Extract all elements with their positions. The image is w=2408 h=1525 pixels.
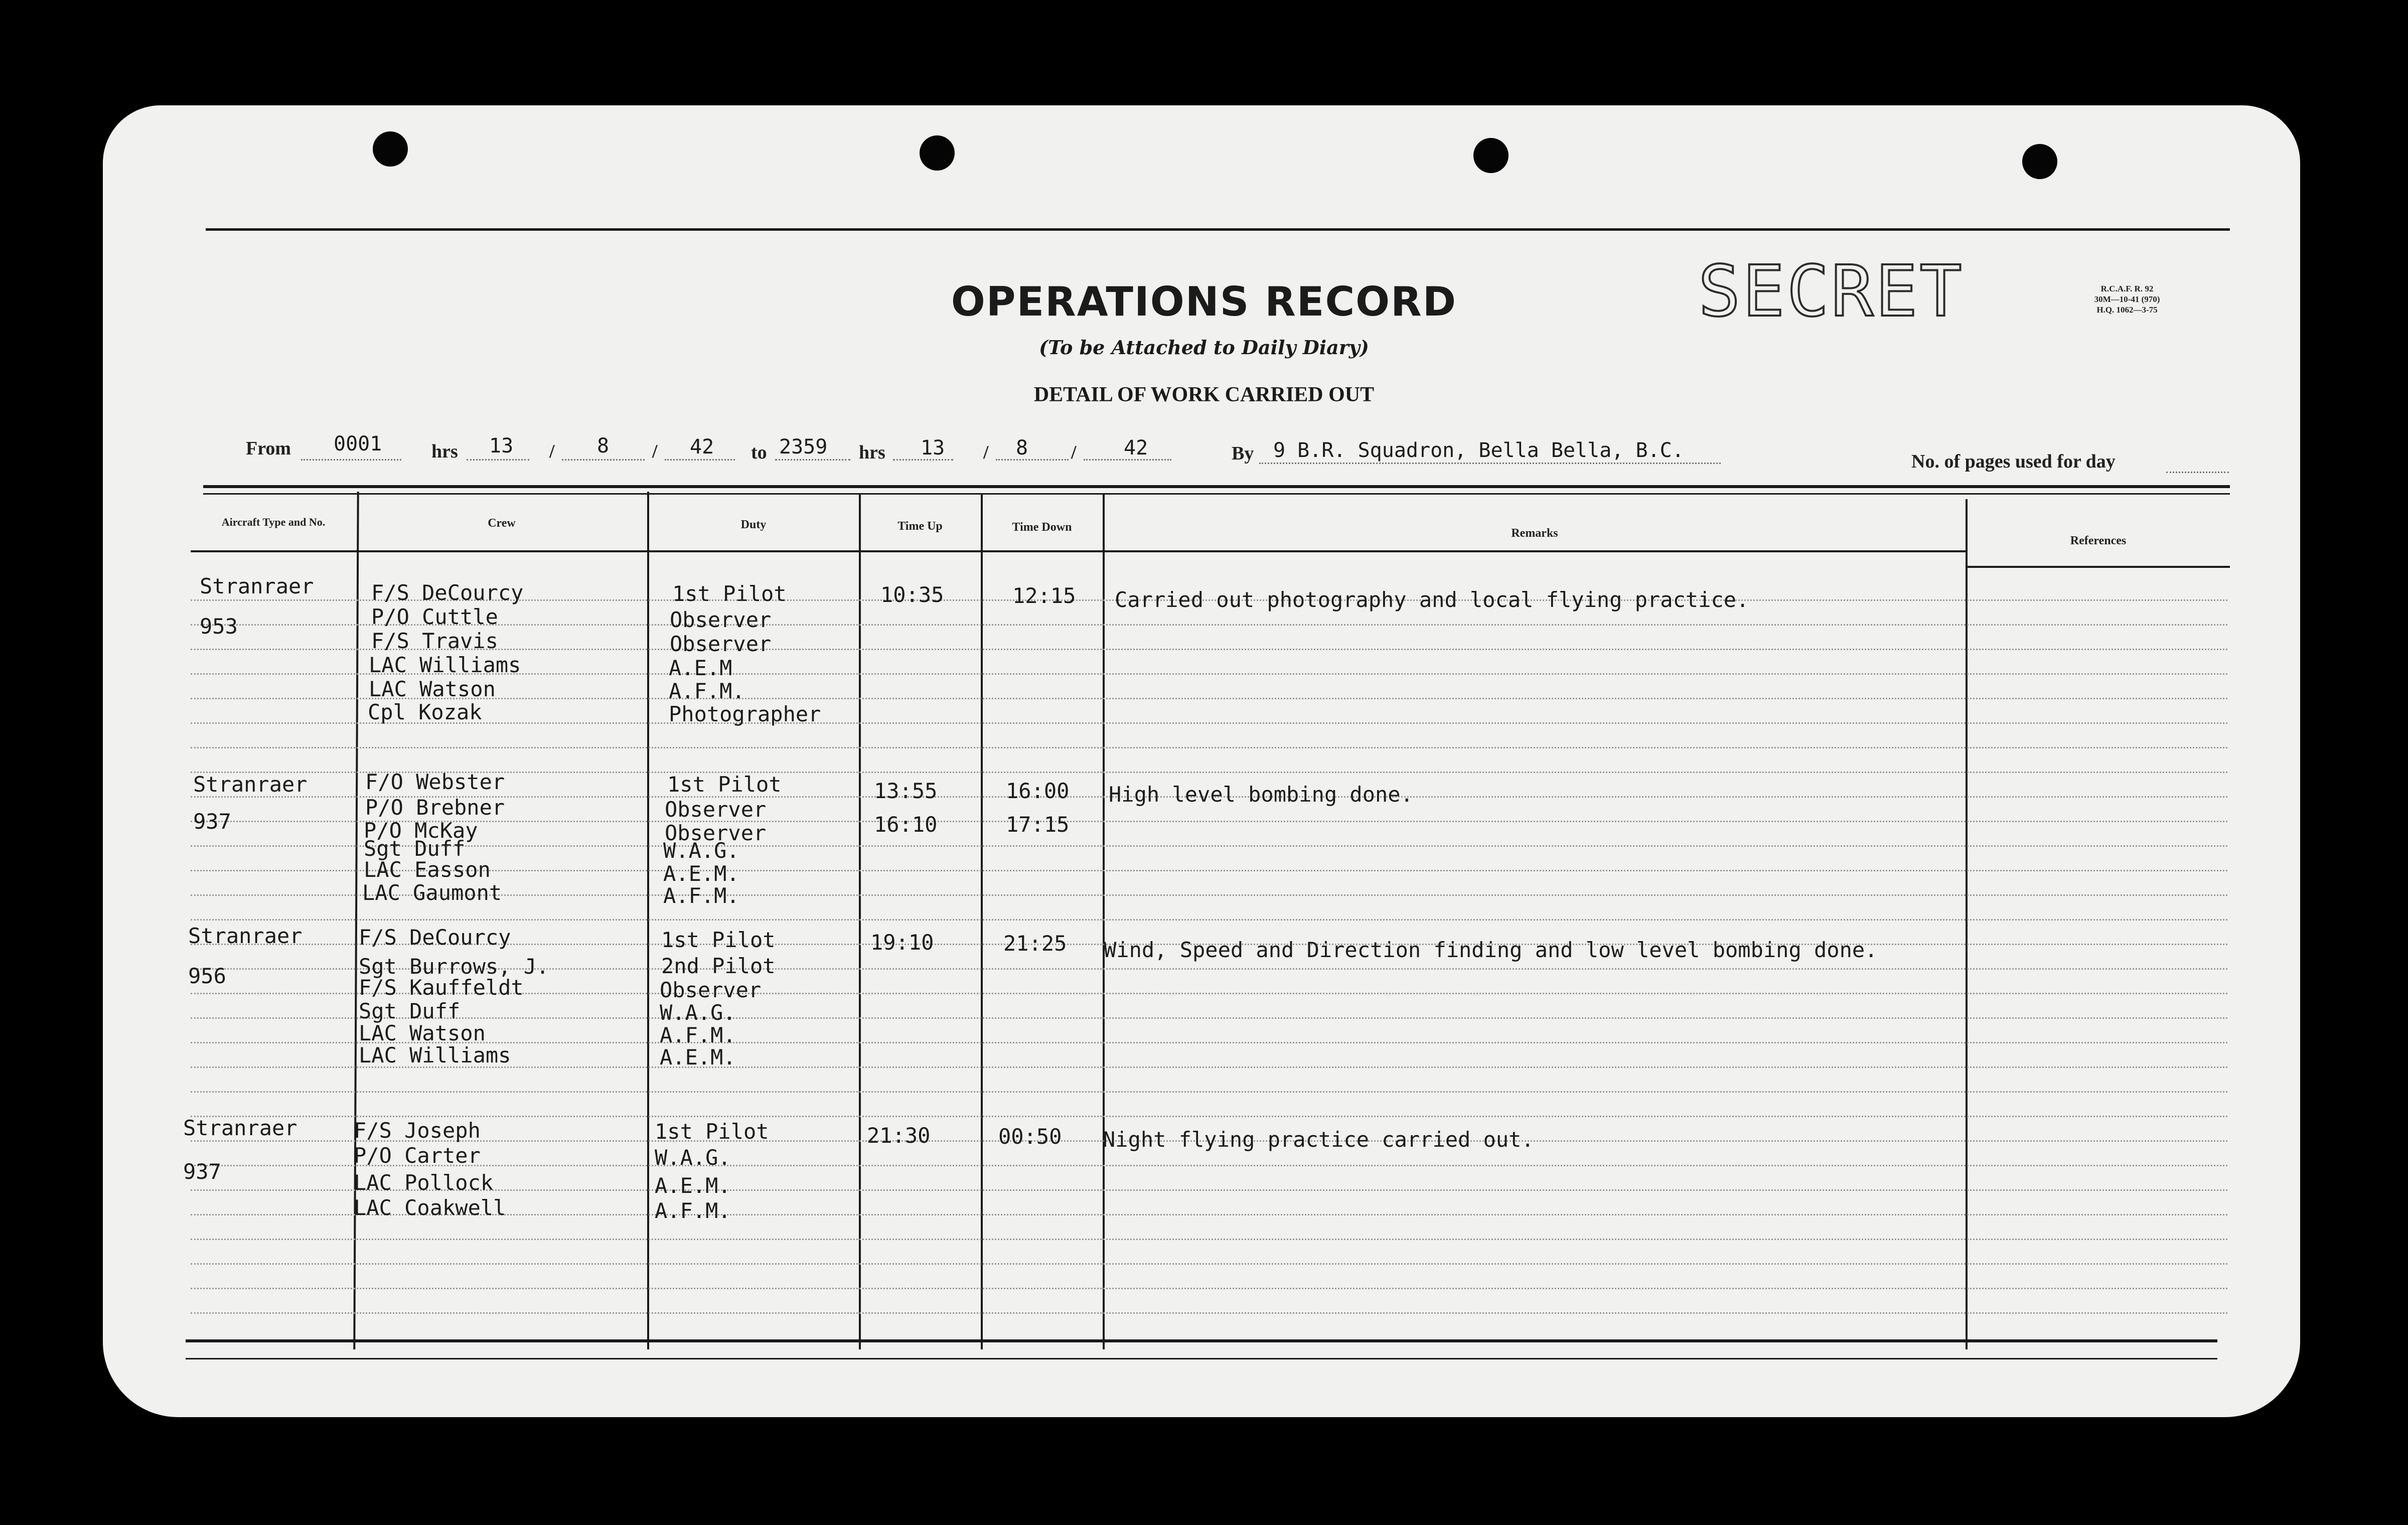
time-up: 13:55	[874, 779, 938, 803]
time-down: 00:50	[998, 1124, 1062, 1149]
duty: W.A.G.	[655, 1145, 731, 1170]
duty: Observer	[665, 821, 767, 845]
duty: Observer	[665, 797, 767, 822]
time-up: 16:10	[874, 812, 938, 837]
duty: A.E.M	[669, 656, 732, 680]
to-label: to	[751, 442, 767, 463]
crew-member: Cpl Kozak	[368, 700, 482, 724]
hrs-label: hrs	[431, 441, 458, 462]
table-top-rule	[203, 485, 2230, 488]
punch-hole	[920, 135, 955, 171]
ruled-line	[191, 870, 2227, 871]
ruled-line	[191, 747, 2227, 748]
duty: A.F.M.	[660, 1023, 736, 1047]
col-header-aircraft: Aircraft Type and No.	[221, 516, 326, 528]
remarks: Carried out photography and local flying practice.	[1115, 587, 1749, 612]
crew-member: F/S Joseph	[354, 1118, 481, 1143]
aircraft-no: 937	[183, 1159, 221, 1184]
pages-label: No. of pages used for day	[1911, 451, 2116, 472]
to-year: 42	[1124, 436, 1148, 460]
header-underline	[191, 550, 1967, 552]
punch-hole	[373, 131, 408, 167]
duty: 1st Pilot	[655, 1119, 769, 1144]
to-month: 8	[1016, 436, 1028, 460]
ruled-line	[191, 722, 2227, 724]
col-divider	[647, 492, 649, 1349]
aircraft-no: 937	[193, 809, 231, 834]
to-hrs: 2359	[779, 435, 828, 459]
aircraft-type: Stranraer	[183, 1116, 297, 1140]
crew-member: P/O McKay	[364, 818, 478, 843]
duty: 2nd Pilot	[661, 954, 776, 978]
ruled-line	[191, 1091, 2227, 1093]
duty: 1st Pilot	[667, 772, 782, 797]
remarks: Wind, Speed and Direction finding and low level bombing done.	[1104, 938, 1878, 962]
crew-member: P/O Cuttle	[371, 604, 498, 629]
col-divider	[859, 494, 861, 1349]
time-down: 17:15	[1006, 812, 1070, 837]
crew-member: Sgt Duff	[359, 999, 461, 1023]
crew-member: P/O Brebner	[365, 795, 505, 820]
crew-member: LAC Williams	[369, 653, 521, 677]
ruled-line	[191, 1189, 2227, 1191]
crew-member: F/O Webster	[365, 770, 505, 794]
col-header-time-down: Time Down	[1012, 521, 1072, 534]
duty: A.F.M.	[669, 679, 745, 703]
from-day: 13	[489, 434, 514, 458]
duty: A.E.M.	[655, 1173, 731, 1198]
ruled-line	[191, 698, 2227, 699]
time-down: 16:00	[1006, 779, 1070, 803]
duty: 1st Pilot	[661, 928, 776, 952]
punch-hole	[1473, 138, 1509, 173]
crew-member: LAC Pollock	[354, 1170, 494, 1195]
col-header-time-up: Time Up	[897, 520, 943, 533]
from-year: 42	[690, 435, 714, 459]
references-underline	[1967, 566, 2230, 568]
col-divider	[1103, 494, 1105, 1349]
ruled-line	[191, 821, 2227, 822]
top-rule	[206, 228, 2230, 231]
crew-member: F/S Kauffeldt	[359, 975, 524, 1000]
col-divider	[1966, 499, 1968, 1349]
crew-member: F/S DeCourcy	[359, 925, 511, 950]
aircraft-no: 956	[188, 964, 226, 988]
duty: A.E.M.	[663, 861, 739, 886]
by-label: By	[1232, 443, 1254, 464]
duty: W.A.G.	[663, 838, 739, 863]
unit-name: 9 B.R. Squadron, Bella Bella, B.C.	[1273, 439, 1684, 462]
from-hrs: 0001	[334, 432, 382, 455]
crew-member: Sgt Burrows, J.	[359, 954, 549, 979]
time-down: 21:25	[1003, 931, 1067, 956]
detail-heading: DETAIL OF WORK CARRIED OUT	[1033, 383, 1375, 406]
ruled-line	[191, 845, 2227, 847]
secret-stamp: SECRET	[1698, 251, 1964, 333]
col-header-remarks: Remarks	[1511, 527, 1558, 540]
crew-member: LAC Gaumont	[362, 880, 502, 905]
ruled-line	[191, 1165, 2227, 1166]
col-divider	[981, 494, 983, 1349]
crew-member: LAC Watson	[369, 677, 496, 701]
time-down: 12:15	[1012, 583, 1076, 608]
time-up: 19:10	[870, 930, 934, 955]
from-month: 8	[597, 434, 610, 458]
hrs-label-2: hrs	[859, 442, 885, 463]
crew-member: LAC Watson	[359, 1021, 486, 1045]
ruled-line	[191, 919, 2227, 921]
crew-member: LAC Williams	[359, 1043, 511, 1068]
crew-member: Sgt Duff	[364, 836, 466, 861]
form-reference: R.C.A.F. R. 92 30M—10-41 (970) H.Q. 1062—3-75	[2094, 284, 2160, 315]
col-header-crew: Crew	[488, 517, 516, 530]
col-header-references: References	[2070, 534, 2127, 547]
ruled-line	[191, 1116, 2227, 1117]
remarks: High level bombing done.	[1109, 782, 1413, 807]
aircraft-type: Stranraer	[193, 772, 308, 797]
aircraft-type: Stranraer	[188, 924, 303, 948]
aircraft-no: 953	[200, 614, 238, 639]
time-up: 10:35	[880, 582, 944, 607]
duty: Photographer	[669, 702, 821, 726]
crew-member: P/O Carter	[354, 1143, 481, 1168]
aircraft-type: Stranraer	[200, 574, 314, 598]
col-header-duty: Duty	[740, 518, 767, 531]
punch-hole	[2022, 144, 2057, 179]
remarks: Night flying practice carried out.	[1103, 1127, 1534, 1152]
from-label: From	[246, 438, 291, 459]
crew-member: LAC Coakwell	[354, 1195, 506, 1220]
page-title: OPERATIONS RECORD	[951, 278, 1457, 325]
to-day: 13	[921, 436, 945, 460]
table-bottom-rule	[186, 1339, 2217, 1342]
page-subtitle: (To be Attached to Daily Diary)	[1039, 336, 1369, 359]
duty: Observer	[660, 978, 762, 1002]
duty: W.A.G.	[660, 1000, 736, 1025]
crew-member: F/S Travis	[371, 629, 498, 653]
duty: A.F.M.	[663, 883, 739, 908]
crew-member: LAC Easson	[364, 857, 491, 882]
ruled-line	[191, 1017, 2227, 1019]
crew-member: F/S DeCourcy	[371, 580, 524, 605]
duty: A.F.M.	[655, 1198, 731, 1223]
duty: 1st Pilot	[672, 581, 787, 606]
ruled-line	[191, 1312, 2227, 1314]
ruled-line	[191, 1239, 2227, 1240]
ruled-line	[191, 1288, 2227, 1289]
time-up: 21:30	[867, 1123, 931, 1148]
duty: Observer	[670, 607, 772, 632]
ruled-line	[191, 1263, 2227, 1265]
duty: Observer	[670, 632, 772, 656]
duty: A.E.M.	[660, 1045, 736, 1070]
